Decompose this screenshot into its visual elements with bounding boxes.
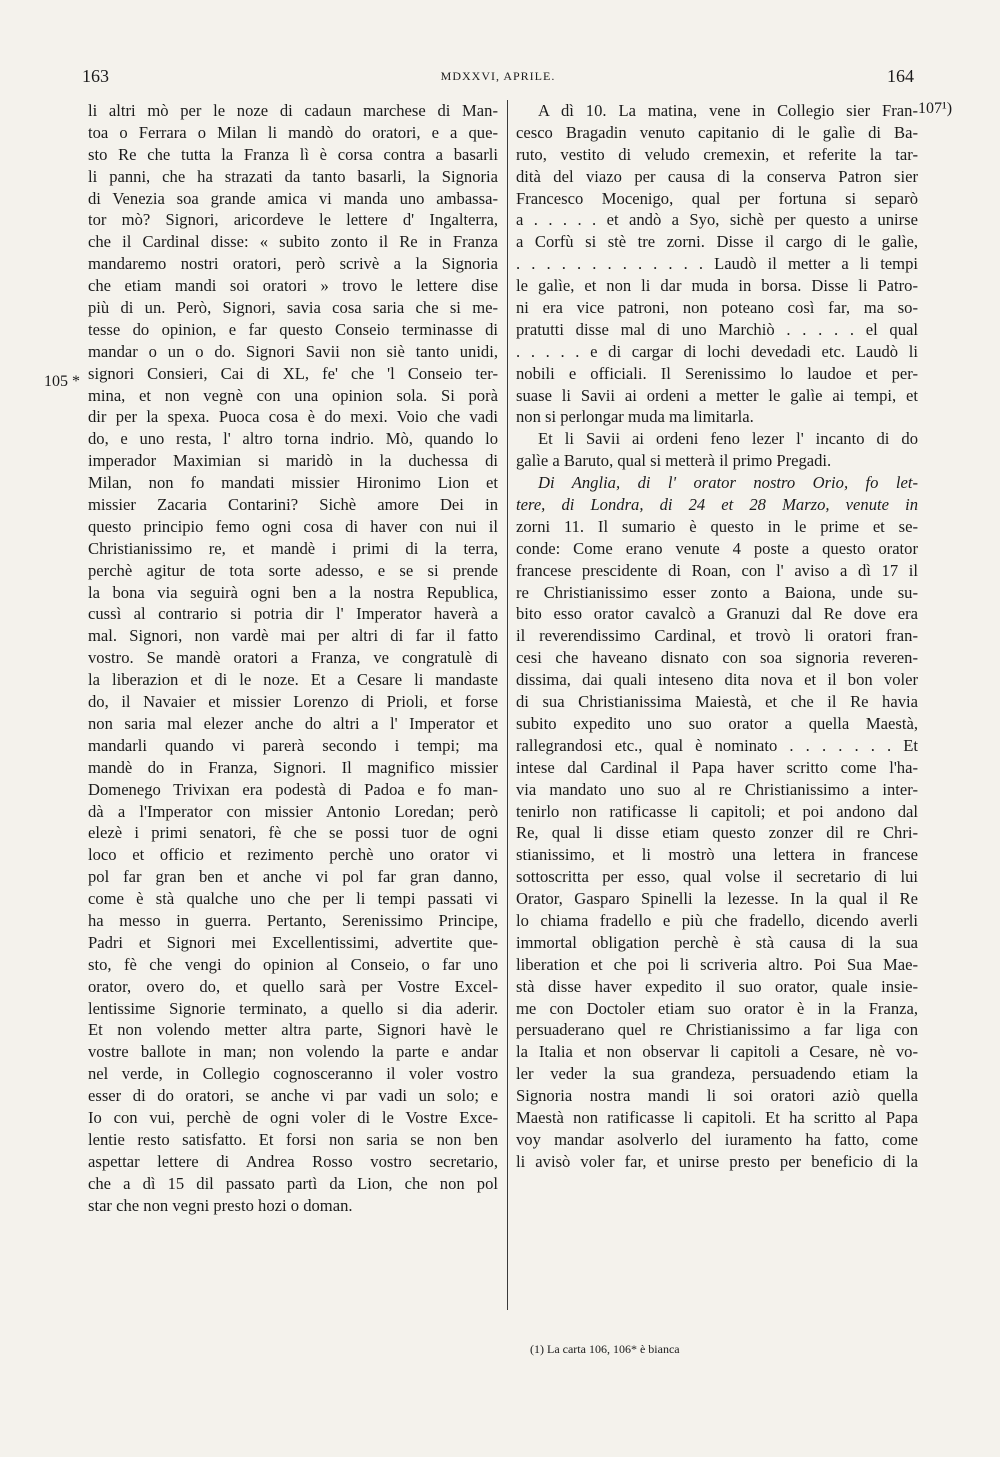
text-line: Di Anglia, di l' orator nostro Orio, fo let- (538, 473, 918, 493)
text-line: mandarli quando vi parerà secondo i tempi; ma (88, 735, 498, 755)
text-line: stianissimo, et li mostrò una lettera in francese (516, 845, 918, 865)
text-line: imperador Maximian si maridò in la duchessa di (88, 451, 498, 471)
text-line: non si perlongar muda ma limitarla. (516, 407, 754, 427)
text-line: Et li Savii ai ordeni feno lezer l' incanto di do (538, 429, 918, 449)
text-line: Io con vui, perchè de ogni voler di le Vostre Exce- (88, 1107, 498, 1127)
text-line: li avisò voler far, et unirse presto per beneficio di la (516, 1151, 918, 1171)
footnote: (1) La carta 106, 106* è bianca (530, 1342, 680, 1356)
text-line: star che non vegni presto hozi o doman. (88, 1195, 353, 1215)
text-line: zorni 11. Il sumario è questo in le prime et se- (516, 516, 918, 536)
text-line: pratutti disse mal di uno Marchiò . . . . . el qual (516, 319, 918, 339)
text-line: mandar o un o do. Signori Savii non siè tanto unidi, (88, 341, 498, 361)
text-line: più di un. Però, Signori, savia cosa saria che si me- (88, 298, 498, 318)
text-line: suase li Savii ai ordeni a metter le galìe ai tempi, et (516, 385, 918, 405)
left-text-column (88, 100, 498, 1216)
text-line: re Christianissimo esser zonto a Baiona, unde su- (516, 582, 918, 602)
text-line: vostre ballote in man; non volendo la parte e andar (88, 1042, 498, 1062)
text-line: . . . . . e di cargar di lochi devedadi etc. Laudò li (516, 341, 918, 361)
text-line: Orator, Gasparo Spinelli la lezesse. In la qual il Re (516, 889, 918, 909)
text-line: toa o Ferrara o Milan li mandò do oratori, e a que- (88, 122, 498, 142)
text-line: mina, et non vegnè con una opinion sola. Si porà (88, 385, 498, 405)
text-line: do, e uno resta, l' altro torna indrio. Mò, quando lo (88, 429, 498, 449)
running-title: MDXXVI, APRILE. (440, 69, 556, 83)
margin-number-left: 105 * (44, 373, 80, 390)
text-line: aspettar lettere di Andrea Rosso vostro secretario, (88, 1151, 498, 1171)
text-line: sottoscritta per esso, qual volse il secretario di lui (516, 867, 918, 887)
text-line: Milan, non fo mandati missier Hironimo Lion et (88, 473, 498, 493)
text-line: dissima, dai quali inteseno dita nova et il bon voler (516, 670, 918, 690)
text-line: Padri et Signori mei Excellentissimi, advertite que- (88, 932, 498, 952)
text-line: rallegrandosi etc., qual è nominato . . . . . . . Et (516, 735, 918, 755)
text-line: cesi che haveano disnato con soa signoria reveren- (516, 648, 918, 668)
text-line: li panni, che ha strazati da tanto basarli, la Signoria (88, 166, 498, 186)
text-line: il reverendissimo Cardinal, et trovò li oratori fran- (516, 626, 918, 646)
text-line: voy mandar asolverlo del iuramento ha fatto, come (516, 1129, 918, 1149)
text-line: sto, fè che vengi do opinion al Conseio, o far uno (88, 954, 498, 974)
text-line: la liberazion et di le noze. Et a Cesare li mandaste (88, 670, 498, 690)
text-line: immortal obligation perchè è stà causa di la sua (516, 932, 918, 952)
text-line: che etiam mandi soi oratori » trovo le lettere dise (88, 276, 498, 296)
text-line: missier Zacaria Contarini? Sichè amore Dei in (88, 495, 498, 515)
text-line: tesse do opinion, e far questo Conseio terminasse di (88, 319, 498, 339)
text-line: nel verde, in Collegio cognosceranno il voler vostro (88, 1064, 498, 1084)
text-line: conde: Come erano venute 4 poste a questo orator (516, 538, 918, 558)
text-line: cussì al contrario si potria dir l' Imperator haverà a (88, 604, 498, 624)
text-line: esser di do oratori, se anche vi par vadi un solo; e (88, 1086, 498, 1106)
text-line: ha messo in guerra. Pertanto, Serenissimo Principe, (88, 910, 498, 930)
text-line: le galìe, et non li dar muda in borsa. Disse li Patro- (516, 276, 918, 296)
text-line: lentie resto satisfatto. Et forsi non saria se non ben (88, 1129, 498, 1149)
text-line: do, il Navaier et missier Lorenzo di Prioli, et forse (88, 692, 498, 712)
text-line: tor mò? Signori, aricordeve le lettere d' Ingalterra, (88, 210, 498, 230)
text-line: ni era vice patroni, non poteano così far, ma so- (516, 298, 918, 318)
page-header (82, 66, 914, 90)
text-line: lo chiama fradello e più che fradello, dicendo averli (516, 910, 918, 930)
text-line: di sua Christianissima Maiestà, et che il Re havia (516, 692, 918, 712)
text-line: Signoria nostra mandi li soi oratori aziò quella (516, 1086, 918, 1106)
text-line: a Corfù si stè tre zorni. Disse il cargo di le galìe, (516, 232, 918, 252)
text-line: dir per la spexa. Puoca cosa è do mexi. Voio che vadi (88, 407, 498, 427)
text-line: sto Re che tutta la Franza lì è corsa contra a basarli (88, 144, 498, 164)
text-line: Re, qual li disse etiam questo zonzer dil re Chri- (516, 823, 918, 843)
text-line: subito expedito uno suo orator a quella Maestà, (516, 713, 918, 733)
text-line: bito esso orator cavalcò a Granuzi dal Re dove era (516, 604, 918, 624)
text-line: li altri mò per le noze di cadaun marchese di Man- (88, 101, 498, 120)
text-line: A dì 10. La matina, vene in Collegio sier Fran- (538, 101, 918, 120)
text-line: Francesco Mocenigo, qual per fortuna si separò (516, 188, 918, 208)
text-line: orator, overo do, et quello sarà per Vostre Excel- (88, 976, 498, 996)
text-line: tenirlo non ratificasse li capitoli; et poi andono dal (516, 801, 918, 821)
text-line: che il Cardinal disse: « subito zonto il Re in Franza (88, 232, 498, 252)
margin-number-right: 107¹) (918, 100, 953, 117)
column-divider (507, 100, 508, 1310)
text-line: pol far gran ben et anche vi pol far gran danno, (88, 867, 498, 887)
text-line: stà disse haver expedito il suo orator, quale insie- (516, 976, 918, 996)
text-line: Maestà non ratificasse li capitoli. Et ha scritto al Papa (516, 1107, 918, 1127)
text-line: la bona via seguirà ogni ben a la nostra Republica, (88, 582, 498, 602)
text-line: me con Doctoler etiam suo orator è in la Franza, (516, 998, 918, 1018)
text-line: mandè do in Franza, Signori. Il magnifico missier (88, 757, 498, 777)
text-line: galìe a Baruto, qual si metterà il primo Pregadi. (516, 451, 832, 471)
text-line: dità del viazo per causa di la conserva Patron sier (516, 166, 918, 186)
text-line: non saria mal elezer anche do altri a l' Imperator et (88, 713, 498, 733)
text-line: lentissime Signorie terminato, a quello si dia aderir. (88, 998, 498, 1018)
text-line: mal. Signori, non vardè mai per altri di far il fatto (88, 626, 498, 646)
text-line: tere, di Londra, di 24 et 28 Marzo, venute in (516, 495, 918, 515)
text-line: Domenego Trivixan era podestà di Padoa e fo man- (88, 779, 498, 799)
text-line: perchè agitur de tota sorte adesso, e se si prende (88, 560, 498, 580)
text-line: elezè i primi senatori, fè che se possi tuor de ogni (88, 823, 498, 843)
text-line: ruto, vestito di veludo cremexin, et referite la tar- (516, 144, 918, 164)
text-line: mandaremo nostri oratori, però scrivè a la Signoria (88, 254, 498, 274)
text-line: via mandato uno suo al re Christianissimo a inter- (516, 779, 918, 799)
text-line: che a dì 15 dil passato partì da Lion, che non pol (88, 1173, 498, 1193)
text-line: questo principio femo ogni cosa di haver con nui il (88, 516, 498, 536)
text-line: loco et officio et rezimento perchè uno orator vi (88, 845, 498, 865)
text-line: liberation et che poi li scriveria altro. Poi Sua Mae- (516, 954, 918, 974)
text-line: intese dal Cardinal il Papa haver scritto come l'ha- (516, 757, 918, 777)
text-line: Christianissimo re, et mandè i primi di la terra, (88, 538, 498, 558)
page-number-left: 163 (82, 66, 109, 86)
text-line: vostro. Se mandè oratori a Franza, ve congratulè di (88, 648, 498, 668)
text-line: ler veder la sua grandeza, persuadendo etiam la (516, 1064, 918, 1084)
page-number-right: 164 (887, 66, 914, 86)
text-line: la Italia et non observar li capitoli a Cesare, nè vo- (516, 1042, 918, 1062)
text-line: come è stà qualche uno che per li tempi passati vi (88, 889, 498, 909)
right-text-column (516, 100, 918, 1173)
text-line: di Venezia soa grande amica vi manda uno ambassa- (88, 188, 498, 208)
text-line: cesco Bragadin venuto capitanio di le galìe di Ba- (516, 122, 918, 142)
text-line: dà a l'Imperator con missier Antonio Loredan; però (88, 801, 498, 821)
text-line: persuaderano quel re Christianissimo a far liga con (516, 1020, 918, 1040)
text-line: Et non volendo metter altra parte, Signori havè le (88, 1020, 498, 1040)
text-line: a . . . . . et andò a Syo, sichè per questo a unirse (516, 210, 918, 230)
text-line: francese prescidente di Roan, con l' aviso a dì 17 il (516, 560, 918, 580)
text-line: signori Consieri, Cai di XL, fe' che 'l Conseio ter- (88, 363, 498, 383)
text-line: nobili e officiali. Il Serenissimo lo laudoe et per- (516, 363, 918, 383)
text-line: . . . . . . . . . . . . . Laudò il metter a li tempi (516, 254, 918, 274)
